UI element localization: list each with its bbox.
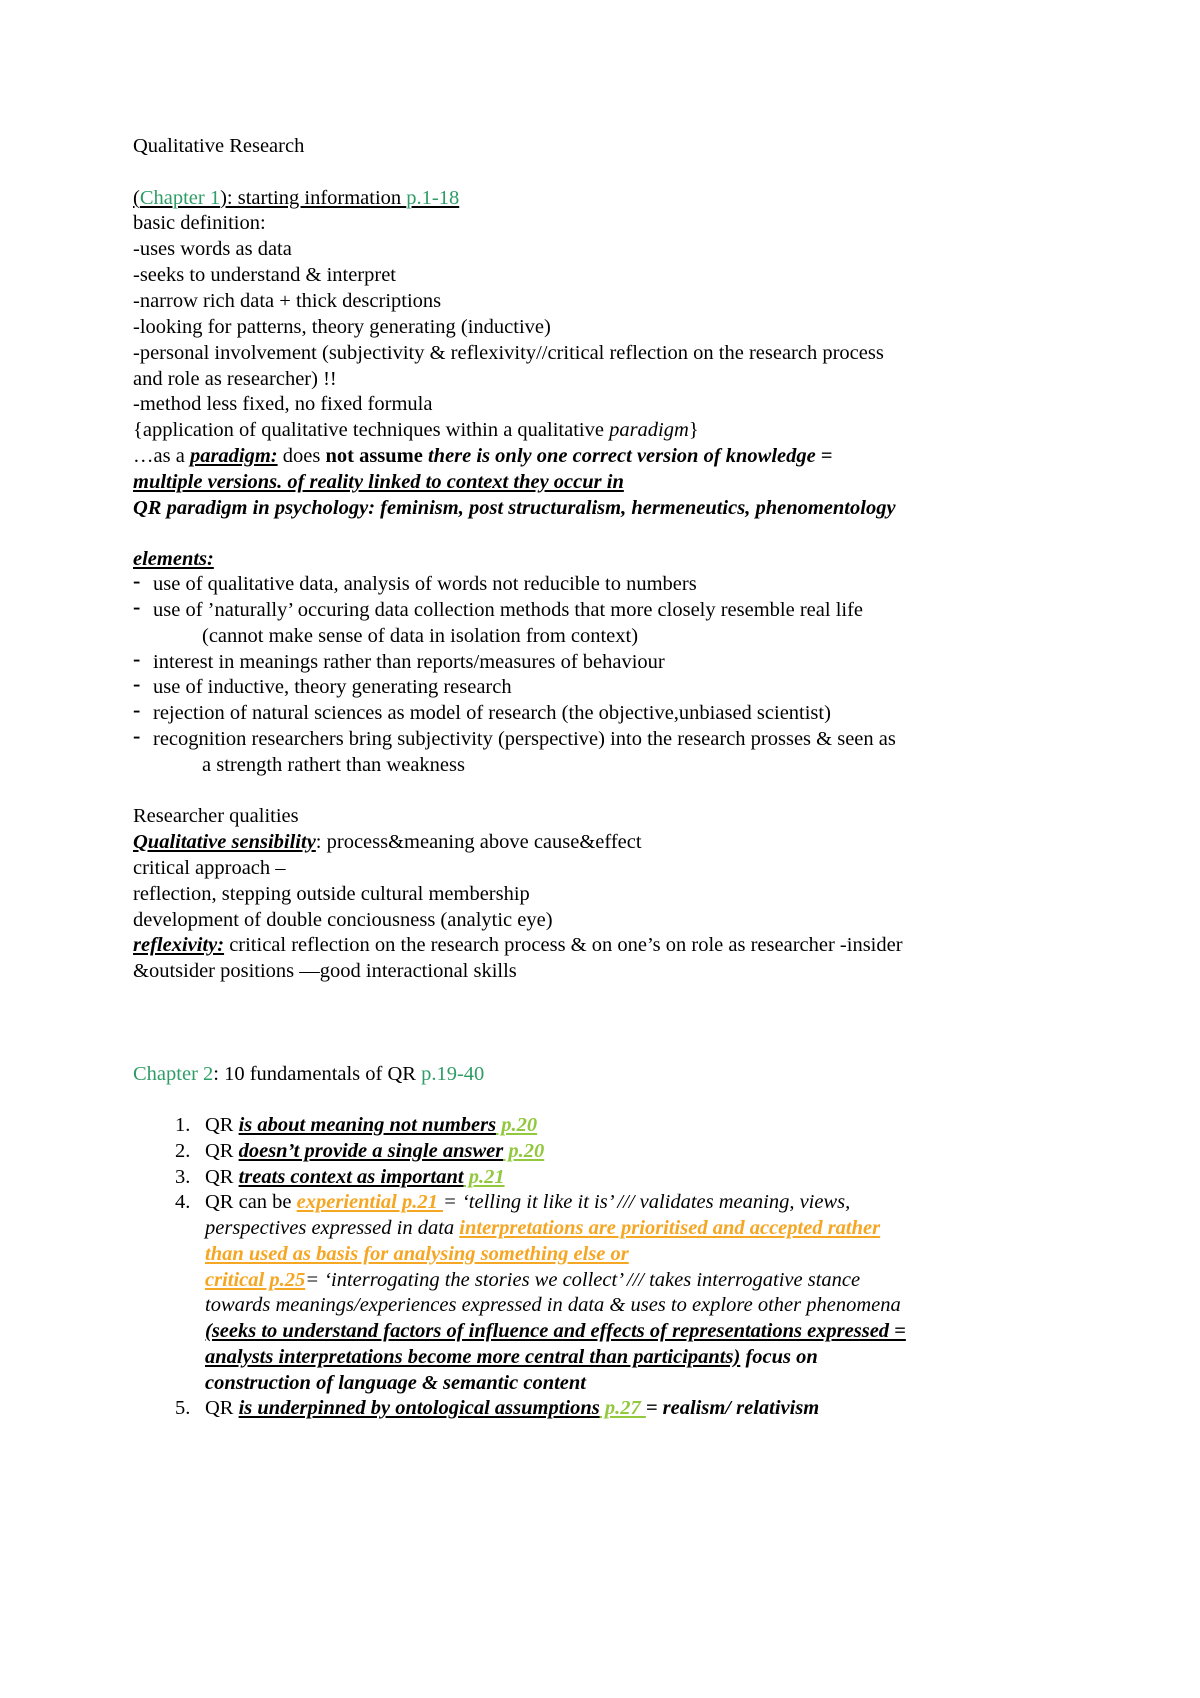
application-line: {application of qualitative techniques within a qualitative paradigm} [133, 419, 699, 441]
element-item: rejection of natural sciences as model of research (the objective,unbiased scientist) [153, 702, 831, 724]
list-number: 3. [175, 1166, 191, 1188]
bullet-marker: - [133, 723, 141, 748]
multiple-versions-line: multiple versions. of reality linked to context they occur in [133, 471, 624, 493]
chapter2-label: Chapter 2 [133, 1063, 214, 1085]
elements-label: elements: [133, 548, 214, 570]
def-line: -looking for patterns, theory generating (inductive) [133, 316, 551, 338]
fundamental-item: QR can be experiential p.21 = ‘telling it like it is’ /// validates meaning, views, [205, 1191, 851, 1213]
fundamental-item: QR is underpinned by ontological assumptions p.27 = realism/ relativism [205, 1397, 820, 1419]
reflection-line: reflection, stepping outside cultural membership [133, 883, 530, 905]
list-number: 4. [175, 1191, 191, 1213]
critical-approach: critical approach – [133, 857, 286, 879]
fundamental-item-continued: (seeks to understand factors of influence and effects of representations expressed = [205, 1320, 906, 1342]
list-number: 1. [175, 1114, 191, 1136]
chapter2-pages: p.19-40 [421, 1063, 485, 1085]
element-item-continued: a strength rathert than weakness [202, 754, 465, 776]
fundamental-item-continued: construction of language & semantic content [205, 1372, 586, 1394]
fundamental-item: QR doesn’t provide a single answer p.20 [205, 1140, 545, 1162]
fundamental-item-continued: analysts interpretations become more central than participants) focus on [205, 1346, 818, 1368]
bullet-marker: - [133, 568, 141, 593]
def-line: -method less fixed, no fixed formula [133, 393, 433, 415]
element-item: use of inductive, theory generating research [153, 676, 512, 698]
bullet-marker: - [133, 646, 141, 671]
outsider-line: &outsider positions —good interactional skills [133, 960, 517, 982]
def-line: -personal involvement (subjectivity & reflexivity//critical reflection on the research process [133, 342, 884, 364]
chapter1-label: Chapter 1 [139, 187, 221, 209]
element-item: interest in meanings rather than reports/measures of behaviour [153, 651, 665, 673]
fundamental-item: QR treats context as important p.21 [205, 1166, 505, 1188]
doc-title: Qualitative Research [133, 135, 305, 157]
bullet-marker: - [133, 594, 141, 619]
def-line: -narrow rich data + thick descriptions [133, 290, 442, 312]
fundamental-item-continued: perspectives expressed in data interpretations are prioritised and accepted rather [205, 1217, 881, 1239]
researcher-qualities: Researcher qualities [133, 805, 299, 827]
bullet-marker: - [133, 671, 141, 696]
fundamental-item: QR is about meaning not numbers p.20 [205, 1114, 538, 1136]
fundamental-item-continued: towards meanings/experiences expressed in data & uses to explore other phenomena [205, 1294, 901, 1316]
qr-paradigm-line: QR paradigm in psychology: feminism, post structuralism, hermeneutics, phenomentology [133, 497, 896, 519]
element-item: use of qualitative data, analysis of words not reducible to numbers [153, 573, 697, 595]
def-line: -seeks to understand & interpret [133, 264, 397, 286]
qualitative-sensibility-line: Qualitative sensibility: process&meaning above cause&effect [133, 831, 642, 853]
element-item: use of ’naturally’ occuring data collection methods that more closely resemble real life [153, 599, 864, 621]
fundamental-item-continued: than used as basis for analysing something else or [205, 1243, 629, 1265]
bullet-marker: - [133, 697, 141, 722]
def-line: -uses words as data [133, 238, 292, 260]
list-number: 5. [175, 1397, 191, 1419]
list-number: 2. [175, 1140, 191, 1162]
element-item-continued: (cannot make sense of data in isolation from context) [202, 625, 639, 647]
chapter1-pages: p.1-18 [406, 187, 460, 209]
chapter1-heading: (Chapter 1): starting information p.1-18 [133, 187, 460, 209]
reflexivity-line: reflexivity: critical reflection on the research process & on one’s on role as researcher -insider [133, 934, 903, 956]
basic-definition: basic definition: [133, 212, 266, 234]
def-line: and role as researcher) !! [133, 368, 337, 390]
chapter2-heading: Chapter 2: 10 fundamentals of QR p.19-40 [133, 1063, 485, 1085]
element-item: recognition researchers bring subjectivity (perspective) into the research prosses & seen as [153, 728, 896, 750]
double-consciousness-line: development of double conciousness (analytic eye) [133, 909, 553, 931]
fundamental-item-continued: critical p.25= ‘interrogating the stories we collect’ /// takes interrogative stance [205, 1269, 861, 1291]
paradigm-line: …as a paradigm: does not assume there is only one correct version of knowledge = [133, 445, 833, 467]
